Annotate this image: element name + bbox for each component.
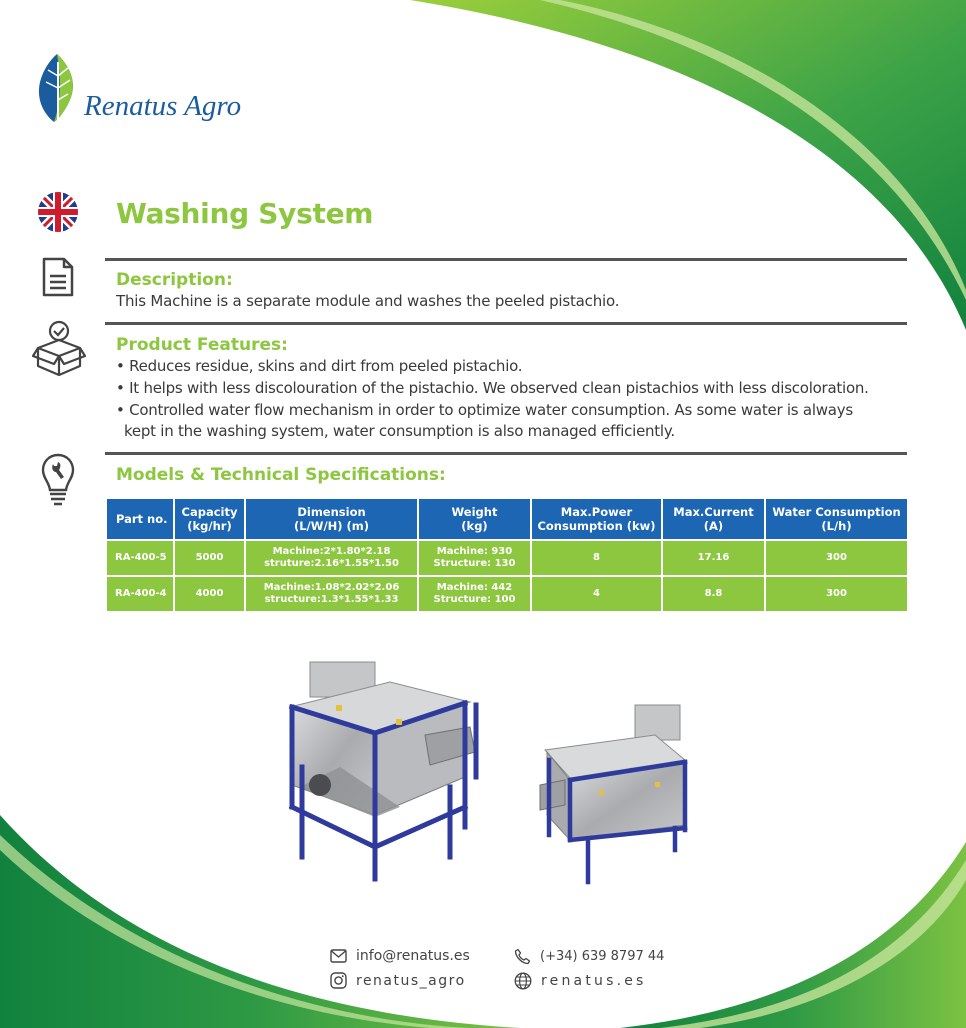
table-cell: Machine: 442 Structure: 100 [418,576,531,612]
column-header: Capacity (kg/hr) [174,498,245,540]
feature-item: • Reduces residue, skins and dirt from peeled pistachio. [116,357,523,375]
column-header: Weight (kg) [418,498,531,540]
table-cell: 300 [765,576,908,612]
column-header: Part no. [106,498,174,540]
table-cell: 4000 [174,576,245,612]
table-row [106,576,908,612]
column-header: Water Consumption (L/h) [765,498,908,540]
contact-email[interactable] [330,948,470,964]
column-header: Max.Power Consumption (kw) [531,498,662,540]
contact-phone-text: (+34) 639 8797 44 [540,949,665,964]
table-cell: 8.8 [662,576,765,612]
column-header: Dimension (L/W/H) (m) [245,498,418,540]
section-divider [105,322,907,325]
globe-icon [514,972,532,990]
table-cell: RA-400-4 [106,576,174,612]
section-divider [105,452,907,455]
description-heading: Description: [116,270,233,290]
brand-logo [36,52,296,132]
lightbulb-wrench-icon [40,452,76,508]
feature-item: • It helps with less discolouration of the pistachio. We observed clean pistachios with less discoloration. [116,379,869,397]
table-row [106,540,908,576]
washing-machine-large-image [280,657,485,887]
contact-instagram-text: renatus_agro [356,972,466,989]
features-heading: Product Features: [116,335,288,355]
contact-website[interactable] [514,972,647,990]
table-cell: 17.16 [662,540,765,576]
table-cell: 300 [765,540,908,576]
table-cell: Machine: 930 Structure: 130 [418,540,531,576]
column-header: Max.Current (A) [662,498,765,540]
table-cell: 8 [531,540,662,576]
specs-table [105,497,909,613]
box-check-icon [32,320,86,378]
specs-heading: Models & Technical Specifications: [116,465,446,485]
table-cell: Machine:2*1.80*2.18 struture:2.16*1.55*1.50 [245,540,418,576]
contact-email-text: info@renatus.es [356,948,470,964]
mail-icon [330,949,347,963]
description-text: This Machine is a separate module and washes the peeled pistachio. [116,292,620,310]
table-cell: Machine:1.08*2.02*2.06 structure:1.3*1.55*1.33 [245,576,418,612]
table-cell: 5000 [174,540,245,576]
table-cell: 4 [531,576,662,612]
phone-icon [514,948,531,965]
page-title: Washing System [116,197,374,230]
instagram-icon [330,972,347,989]
table-cell: RA-400-5 [106,540,174,576]
contact-website-text: renatus.es [541,973,647,989]
contact-phone[interactable] [514,948,664,965]
washing-machine-small-image [535,700,695,885]
document-icon [40,256,76,298]
brand-name: Renatus Agro [84,90,242,122]
feature-item: • Controlled water flow mechanism in order to optimize water consumption. As some water is always [116,401,853,419]
uk-flag-icon [37,191,79,233]
leaf-logo-icon [36,52,78,124]
contact-instagram[interactable] [330,972,466,989]
table-header-row [106,498,908,540]
feature-item-continued: kept in the washing system, water consumption is also managed efficiently. [124,422,675,440]
section-divider [105,258,907,261]
